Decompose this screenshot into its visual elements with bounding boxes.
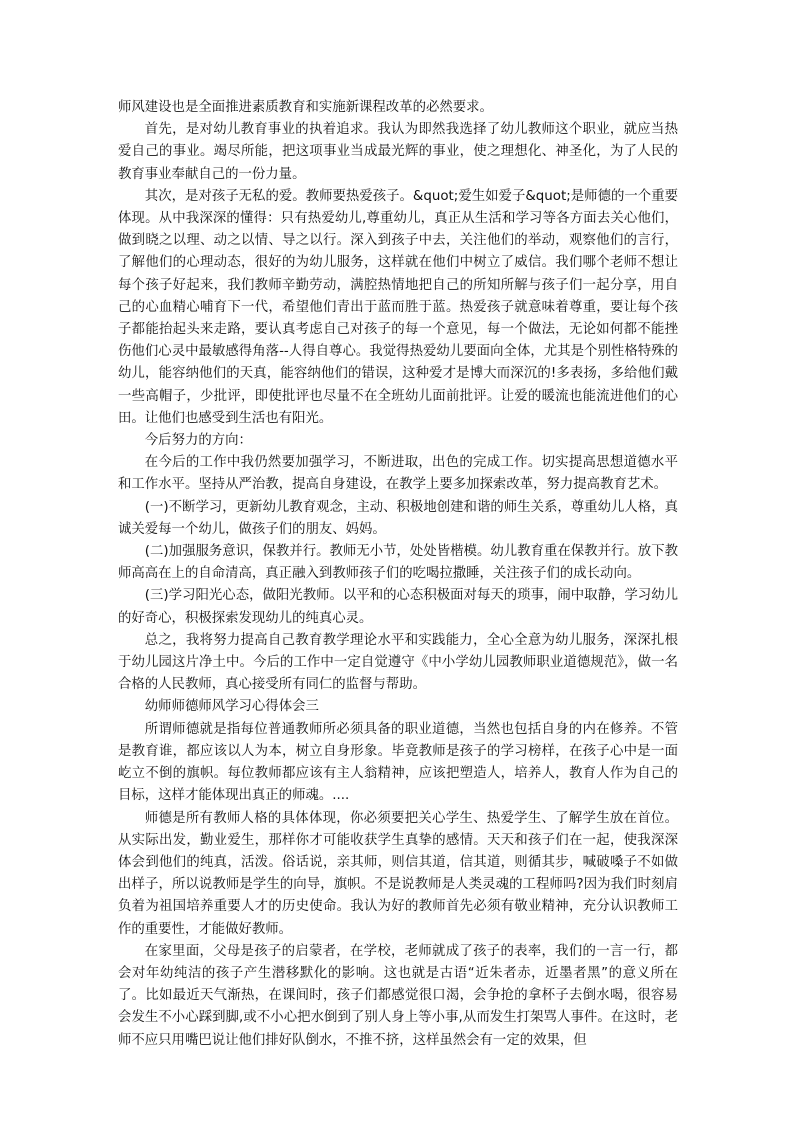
- section-title: 幼师师德师风学习心得体会三: [144, 699, 319, 715]
- paragraph: 在家里面，父母是孩子的启蒙者，在学校，老师就成了孩子的表率，我们的一言一行，都会对年幼纯洁的孩子产生潜移默化的影响。这也就是古语“近朱者赤，近墨者黑”的意义所在了。比如最近天气渐热，在课间时，孩子们都感觉很口渴，会争抢的拿杯子去倒水喝，很容易会发生不小心踩到脚,或不小心把水倒到了别人身上等小事,从而发生打架骂人事件。在这时，老师不应只用嘴巴说让他们排好队倒水，不推不挤，这样虽然会有一定的效果，但: [118, 943, 678, 1048]
- list-item: (一)不断学习，更新幼儿教育观念，主动、积极地创建和谐的师生关系，尊重幼儿人格，真诚关爱每一个幼儿，做孩子们的朋友、妈妈。: [118, 499, 678, 537]
- paragraph: 总之，我将努力提高自己教育教学理论水平和实践能力，全心全意为幼儿服务，深深扎根于幼儿园这片净土中。今后的工作中一定自觉遵守《中小学幼儿园教师职业道德规范》，做一名合格的人民教师，真心接受所有同仁的监督与帮助。: [118, 632, 678, 693]
- paragraph: 在今后的工作中我仍然要加强学习，不断进取，出色的完成工作。切实提高思想道德水平和工作水平。坚持从严治教，提高自身建设，在教学上要多加探索改革，努力提高教育艺术。: [118, 455, 678, 493]
- paragraph: 所谓师德就是指每位普通教师所必须具备的职业道德，当然也包括自身的内在修养。不管是教育谁，都应该以人为本，树立自身形象。毕竟教师是孩子的学习榜样，在孩子心中是一面屹立不倒的旗帜。每位教师都应该有主人翁精神，应该把塑造人，培养人，教育人作为自己的目标，这样才能体现出真正的师魂。....: [118, 721, 678, 804]
- paragraph: 师风建设也是全面推进素质教育和实施新课程改革的必然要求。: [118, 100, 493, 115]
- list-item: (二)加强服务意识，保教并行。教师无小节，处处皆楷模。幼儿教育重在保教并行。放下教师高高在上的自命清高，真正融入到教师孩子们的吃喝拉撒睡，关注孩子们的成长动向。: [118, 544, 678, 582]
- paragraph: 师德是所有教师人格的具体体现，你必须要把关心学生、热爱学生、了解学生放在首位。从实际出发，勤业爱生，那样你才可能收获学生真挚的感情。天天和孩子们在一起，使我深深体会到他们的纯真，活泼。俗话说，亲其师，则信其道，信其道，则循其步，喊破嗓子不如做出样子，所以说教师是学生的向导，旗帜。不是说教师是人类灵魂的工程师吗?因为我们时刻肩负着为祖国培养重要人才的历史使命。我认为好的教师首先必须有敬业精神，充分认识教师工作的重要性，才能做好教师。: [118, 810, 678, 937]
- paragraph: 其次，是对孩子无私的爱。教师要热爱孩子。&quot;爱生如爱子&quot;是师德的一个重要体现。从中我深深的懂得：只有热爱幼儿,尊重幼儿，真正从生活和学习等各方面去关心他们，做到晓之以理、动之以情、导之以行。深入到孩子中去，关注他们的举动，观察他们的言行，了解他们的心理动态，很好的为幼儿服务，这样就在他们中树立了威信。我们哪个老师不想让每个孩子好起来，我们教师辛勤劳动，满腔热情地把自己的所知所解与孩子们一起分享，用自己的心血精心哺育下一代，希望他们青出于蓝而胜于蓝。热爱孩子就意味着尊重，要让每个孩子都能抬起头来走路，要认真考虑自己对孩子的每一个意见，每一个做法，无论如何都不能挫伤他们心灵中最敏感得角落--人得自尊心。我觉得热爱幼儿要面向全体，尤其是个别性格特殊的幼儿，能容纳他们的天真，能容纳他们的错误，这种爱才是博大而深沉的!多表扬，多给他们戴一些高帽子，少批评，即使批评也尽量不在全班幼儿面前批评。让爱的暖流也能流进他们的心田。让他们也感受到生活也有阳光。: [118, 188, 678, 426]
- document-page: [118, 97, 678, 1052]
- section-heading: 今后努力的方向：: [144, 433, 252, 449]
- list-item: (三)学习阳光心态，做阳光教师。以平和的心态积极面对每天的琐事，闹中取静，学习幼儿的好奇心，积极探索发现幼儿的纯真心灵。: [118, 588, 678, 626]
- paragraph: 首先，是对幼儿教育事业的执着追求。我认为即然我选择了幼儿教师这个职业，就应当热爱自己的事业。竭尽所能，把这项事业当成最光辉的事业，使之理想化、神圣化，为了人民的教育事业奉献自己的一份力量。: [118, 122, 678, 182]
